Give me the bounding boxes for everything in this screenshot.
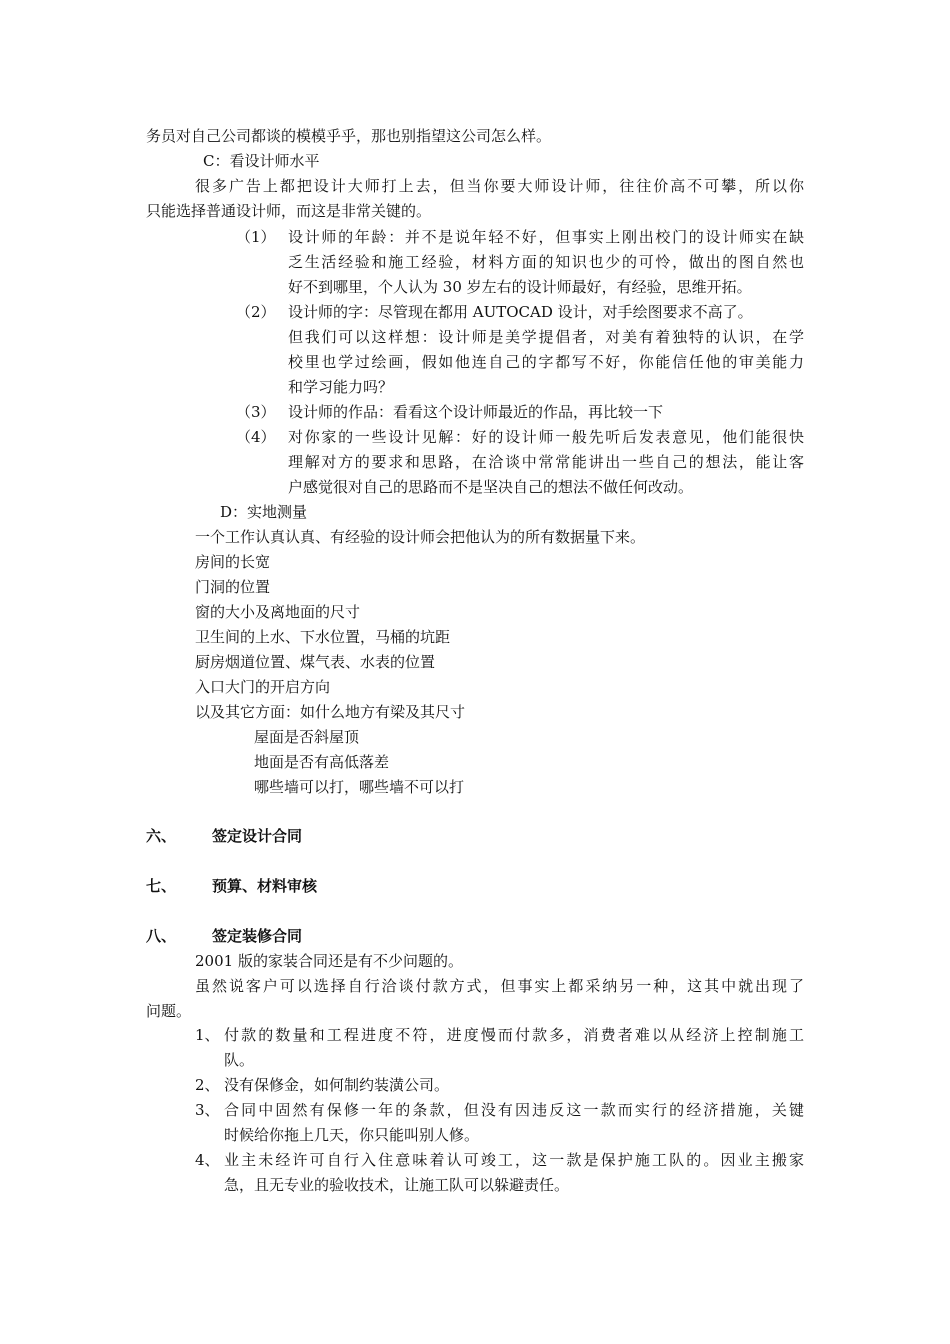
- list-item-line: 设计师的年龄：并不是说年轻不好，但事实上刚出校门的设计师实在缺: [288, 228, 804, 246]
- list-item-line: 校里也学过绘画，假如他连自己的字都写不好，你能信任他的审美能力: [288, 353, 804, 371]
- section-8-line: 2001 版的家装合同还是有不少问题的。: [195, 952, 463, 970]
- measurement-item: 门洞的位置: [195, 578, 271, 596]
- list-item-line: 合同中固然有保修一年的条款，但没有因违反这一款而实行的经济措施，关键: [224, 1101, 804, 1119]
- section-8-paragraph-line: 问题。: [146, 1002, 192, 1020]
- list-item-line: 急，且无专业的验收技术，让施工队可以躲避责任。: [224, 1176, 570, 1194]
- section-c-paragraph-line: 只能选择普通设计师，而这是非常关键的。: [146, 202, 432, 220]
- section-8-paragraph-line: 虽然说客户可以选择自行洽谈付款方式，但事实上都采纳另一种，这其中就出现了: [195, 977, 804, 995]
- section-c-heading: C：看设计师水平: [203, 152, 320, 170]
- list-item-line: 时候给你拖上几天，你只能叫别人修。: [224, 1126, 480, 1144]
- list-item-number: 2、: [195, 1076, 220, 1094]
- list-item-line: 和学习能力吗？: [288, 378, 394, 396]
- list-item-number: 4、: [195, 1151, 220, 1169]
- measurement-item: 厨房烟道位置、煤气表、水表的位置: [195, 653, 436, 671]
- heading-number: 七、: [146, 877, 177, 895]
- list-item-line: 业主未经许可自行入住意味着认可竣工，这一款是保护施工队的。因业主搬家: [224, 1151, 804, 1169]
- measurement-subitem: 屋面是否斜屋顶: [254, 728, 360, 746]
- measurement-item: 卫生间的上水、下水位置，马桶的坑距: [195, 628, 451, 646]
- list-item-line: 没有保修金，如何制约装潢公司。: [224, 1076, 450, 1094]
- list-item-line: 但我们可以这样想：设计师是美学提倡者，对美有着独特的认识，在学: [288, 328, 804, 346]
- list-item-line: 付款的数量和工程进度不符，进度慢而付款多，消费者难以从经济上控制施工: [224, 1026, 804, 1044]
- list-item-line: 乏生活经验和施工经验，材料方面的知识也少的可怜，做出的图自然也: [288, 253, 804, 271]
- paragraph-continuation: 务员对自己公司都谈的模模乎乎，那也别指望这公司怎么样。: [146, 127, 552, 145]
- list-item-number: （3）: [236, 403, 276, 421]
- list-item-line: 设计师的作品：看看这个设计师最近的作品，再比较一下: [288, 403, 664, 421]
- list-item-number: （4）: [236, 428, 276, 446]
- list-item-number: （2）: [236, 303, 276, 321]
- measurement-item: 以及其它方面：如什么地方有梁及其尺寸: [195, 703, 466, 721]
- measurement-subitem: 哪些墙可以打，哪些墙不可以打: [254, 778, 465, 796]
- measurement-subitem: 地面是否有高低落差: [254, 753, 390, 771]
- list-item-line: 户感觉很对自己的思路而不是坚决自己的想法不做任何改动。: [288, 478, 694, 496]
- list-item-line: 设计师的字：尽管现在都用 AUTOCAD 设计，对手绘图要求不高了。: [288, 303, 753, 321]
- measurement-item: 入口大门的开启方向: [195, 678, 331, 696]
- heading-title: 预算、材料审核: [212, 877, 318, 895]
- heading-title: 签定装修合同: [212, 927, 303, 945]
- list-item-line: 对你家的一些设计见解：好的设计师一般先听后发表意见，他们能很快: [288, 428, 804, 446]
- list-item-line: 理解对方的要求和思路，在洽谈中常常能讲出一些自己的想法，能让客: [288, 453, 804, 471]
- section-c-paragraph-line: 很多广告上都把设计大师打上去，但当你要大师设计师，往往价高不可攀，所以你: [195, 177, 804, 195]
- section-d-heading: D：实地测量: [220, 503, 308, 521]
- section-d-intro: 一个工作认真认真、有经验的设计师会把他认为的所有数据量下来。: [195, 528, 646, 546]
- heading-title: 签定设计合同: [212, 827, 303, 845]
- measurement-item: 房间的长宽: [195, 553, 271, 571]
- list-item-number: （1）: [236, 228, 276, 246]
- measurement-item: 窗的大小及离地面的尺寸: [195, 603, 361, 621]
- list-item-line: 队。: [224, 1051, 255, 1069]
- list-item-number: 3、: [195, 1101, 220, 1119]
- heading-number: 八、: [146, 927, 177, 945]
- list-item-number: 1、: [195, 1026, 220, 1044]
- list-item-line: 好不到哪里，个人认为 30 岁左右的设计师最好，有经验，思维开拓。: [288, 278, 752, 296]
- heading-number: 六、: [146, 827, 177, 845]
